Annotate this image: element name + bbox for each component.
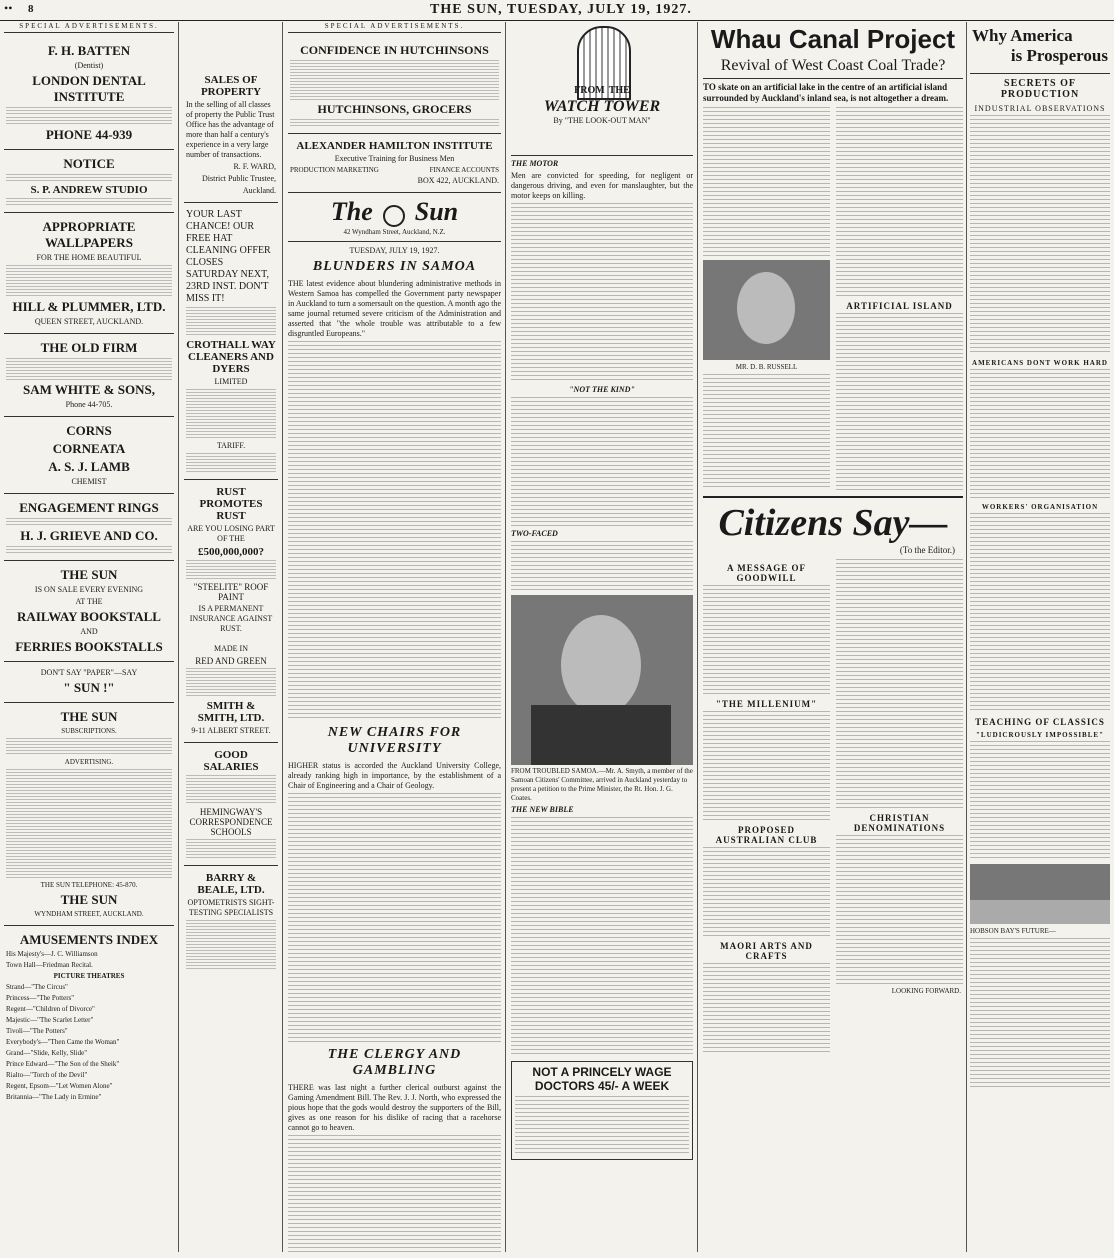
amusement-item: Regent—"Children of Divorce" — [6, 1005, 95, 1013]
text-block — [288, 1135, 501, 1254]
subhead: PROPOSED AUSTRALIAN CLUB — [715, 825, 818, 845]
editorial-lead: THE latest evidence about blundering administrative methods in Western Samoa has compelled the Government party newspaper in Auckland to turn a somersault on the question. A month ago the same journal returned severe criticism of the Administration and asserted that "the whole trouble was attributable to a few disgruntled Europeans." — [288, 279, 501, 339]
ad-title: THE SUN — [60, 892, 118, 907]
amusement-item: Princess—"The Potters" — [6, 994, 75, 1002]
photo-caption: FROM TROUBLED SAMOA.—Mr. A. Smyth, a member of the Samoan Citizens' Committee, arrived in Auckland yesterday to present a petition to the Prime Minister, the Rt. Hon. J. G. Coates. — [511, 767, 693, 802]
text-block — [511, 817, 693, 1057]
feature-left — [703, 107, 830, 493]
text-block — [515, 1096, 689, 1156]
amusement-item: Prince Edward—"The Son of the Sheik" — [6, 1060, 120, 1068]
ad-title: HUTCHINSONS, GROCERS — [317, 102, 472, 116]
amusement-item: Majestic—"The Scarlet Letter" — [6, 1016, 94, 1024]
text-block — [6, 117, 172, 125]
photo-caption: MR. D. B. RUSSELL — [735, 363, 798, 371]
ad-text: In the selling of all classes of property the Public Trust Office has the advantage of more than half a century's experience in a very large number of transactions. — [186, 100, 275, 159]
ad-title: THE SUN — [60, 709, 118, 724]
subhead: THE MOTOR — [511, 159, 559, 168]
letter-signature: LOOKING FORWARD. — [891, 987, 961, 995]
subhead: "NOT THE KIND" — [569, 385, 635, 394]
column-rule — [505, 22, 506, 1252]
subhead: TEACHING OF CLASSICS — [975, 717, 1105, 727]
text-block — [6, 107, 172, 115]
ad-text: HEMINGWAY'S CORRESPONDENCE SCHOOLS — [189, 807, 273, 837]
amusements-list — [6, 950, 172, 1102]
text-block — [836, 559, 963, 809]
ad-title: THE OLD FIRM — [40, 340, 138, 355]
ad-text: PRODUCTION MARKETING — [290, 166, 379, 174]
divider — [511, 155, 693, 156]
ad-text: Executive Training for Business Men — [334, 154, 455, 163]
subhead: INDUSTRIAL OBSERVATIONS — [974, 104, 1106, 113]
subscriptions-block — [4, 703, 174, 926]
ad-text: SUBSCRIPTIONS. — [61, 727, 117, 735]
text-block — [186, 560, 276, 580]
portrait-suit — [531, 705, 671, 765]
column-rule — [282, 22, 283, 1252]
ad-title: BARRY & BEALE, LTD. — [197, 872, 265, 896]
column-rule — [697, 22, 698, 1252]
divider — [703, 496, 963, 498]
ad-title: A. S. J. LAMB — [48, 459, 130, 474]
ad-text: WYNDHAM STREET, AUCKLAND. — [34, 910, 144, 918]
column-classifieds — [4, 22, 174, 1254]
box-princely — [511, 1061, 693, 1160]
editorial-lead: HIGHER status is accorded the Auckland University College, already ranking high in importance, by the establishment of a Chair of Engineering and a Chair of Geology. — [288, 761, 501, 791]
ad-text: MADE IN — [214, 644, 248, 653]
nameplate-the: The — [330, 197, 373, 226]
ad-text: FOR THE HOME BEAUTIFUL — [36, 253, 142, 262]
feature-title: Whau Canal Project — [710, 24, 956, 54]
sun-nameplate — [288, 193, 501, 242]
text-block — [288, 341, 501, 721]
feature-whau — [703, 24, 963, 493]
watchtower-header — [511, 22, 693, 152]
photo-caption: HOBSON BAY'S FUTURE— — [970, 927, 1056, 935]
letters — [703, 559, 963, 1053]
ad-title: SMITH & SMITH, LTD. — [197, 700, 265, 724]
subhead: WORKERS' ORGANISATION — [981, 503, 1099, 511]
column-motor — [511, 159, 693, 591]
feature-body — [703, 107, 963, 493]
subhead: THE NEW BIBLE — [511, 805, 574, 814]
ad-title: H. J. GRIEVE AND CO. — [20, 528, 158, 543]
ad-title: SALES OF PROPERTY — [200, 74, 262, 98]
ad-wallpapers — [4, 213, 174, 334]
subhead: CHRISTIAN DENOMINATIONS — [853, 813, 946, 833]
citizens-say — [703, 501, 963, 1053]
editorial-university — [288, 725, 501, 1043]
ad-text: AT THE — [75, 597, 103, 606]
subhead: AMERICANS DONT WORK HARD — [972, 359, 1108, 367]
subhead: "LUDICROUSLY IMPOSSIBLE" — [976, 731, 1104, 739]
text-block — [186, 307, 276, 337]
column-features — [703, 22, 963, 1254]
amusement-item: PICTURE THEATRES — [53, 972, 125, 980]
ad-title: S. P. ANDREW STUDIO — [30, 184, 148, 196]
text-block — [703, 374, 830, 489]
citizens-title: Citizens Say— — [718, 502, 948, 544]
ad-text: Phone 44-705. — [65, 400, 113, 409]
masthead-dots: •• — [4, 1, 13, 15]
watchtower-title — [511, 80, 693, 125]
ad-title: APPROPRIATE WALLPAPERS — [42, 219, 136, 250]
text-block — [970, 513, 1110, 713]
editorial-heading: THE CLERGY AND GAMBLING — [327, 1047, 462, 1079]
text-block — [186, 839, 276, 859]
ad-text: 9-11 ALBERT STREET. — [191, 726, 271, 735]
text-block — [703, 585, 830, 695]
text-block — [288, 793, 501, 1043]
text-block — [836, 835, 963, 985]
subhead: "THE MILLENIUM" — [715, 699, 818, 709]
ad-text: R. F. WARD, — [233, 162, 276, 171]
america-title — [970, 22, 1110, 70]
editorial-clergy — [288, 1047, 501, 1254]
tower-word: WATCH TOWER — [543, 98, 661, 115]
ad-title: ALEXANDER HAMILTON INSTITUTE — [296, 140, 493, 152]
ad-title: FERRIES BOOKSTALLS — [15, 639, 163, 654]
ad-title: £500,000,000? — [198, 546, 264, 558]
column-bible — [511, 805, 693, 1057]
ad-title: RAILWAY BOOKSTALL — [17, 609, 161, 624]
ad-title: CONFIDENCE IN HUTCHINSONS — [300, 43, 489, 57]
column-lead: Men are convicted for speeding, for negligent or dangerous driving, and even for manslaughter, but the motor keeps on killing. — [511, 171, 693, 200]
tower-word: FROM — [574, 85, 605, 96]
masthead — [0, 0, 1114, 21]
ad-title: RUST PROMOTES RUST — [199, 486, 263, 522]
text-block — [290, 119, 499, 127]
divider — [703, 78, 963, 79]
text-block — [186, 453, 276, 473]
harbour-photo — [970, 864, 1110, 924]
ad-title: ENGAGEMENT RINGS — [19, 500, 159, 515]
amusement-item: Grand—"Slide, Kelly, Slide" — [6, 1049, 88, 1057]
text-block — [511, 397, 693, 527]
ad-title: SAM WHITE & SONS, — [23, 382, 155, 397]
text-block — [6, 358, 172, 380]
box-title: DOCTORS 45/- A WEEK — [534, 1079, 670, 1093]
column-ads — [184, 22, 278, 1254]
ad-text: DON'T SAY "PAPER"—SAY — [40, 668, 138, 677]
section-header: SPECIAL ADVERTISEMENTS. — [4, 22, 174, 33]
nameplate-sun: Sun — [414, 197, 459, 226]
portrait-face — [737, 272, 795, 344]
box-title: NOT A PRINCELY WAGE — [532, 1065, 672, 1079]
ad-text: RED AND GREEN — [195, 656, 267, 666]
text-block — [186, 389, 276, 439]
ad-text: IS ON SALE EVERY EVENING — [34, 585, 144, 594]
text-block — [186, 668, 276, 698]
ad-corns — [4, 417, 174, 494]
column-america — [970, 22, 1110, 1254]
divider — [970, 73, 1110, 74]
ad-text: District Public Trustee, — [201, 174, 276, 183]
ad-title: HILL & PLUMMER, LTD. — [12, 299, 166, 314]
section-header: SPECIAL ADVERTISEMENTS. — [288, 22, 501, 33]
amusement-item: His Majesty's—J. C. Williamson — [6, 950, 98, 958]
ad-andrew — [4, 150, 174, 213]
ad-title: NOTICE — [63, 156, 115, 171]
ad-text: TARIFF. — [216, 441, 246, 450]
feature-right — [836, 107, 963, 493]
text-block — [703, 107, 830, 257]
text-block — [6, 174, 172, 182]
text-block — [6, 546, 172, 554]
paper-title: THE SUN, TUESDAY, JULY 19, 1927. — [430, 2, 692, 17]
text-block — [6, 769, 172, 879]
ad-title: CORNS — [66, 423, 112, 438]
ad-text: Auckland. — [242, 186, 276, 195]
portrait-photo — [511, 595, 693, 765]
sun-emblem-icon — [383, 205, 405, 227]
text-block — [970, 115, 1110, 355]
ad-rings — [4, 494, 174, 561]
ad-salaries — [184, 743, 278, 866]
text-block — [6, 198, 172, 206]
column-editorial — [288, 22, 501, 1254]
ad-title: CORNEATA — [52, 441, 126, 456]
text-block — [511, 541, 693, 591]
ad-text: ARE YOU LOSING PART OF THE — [187, 524, 275, 543]
editorial-heading: BLUNDERS IN SAMOA — [312, 259, 477, 275]
feature-lead: TO skate on an artificial lake in the centre of an artificial island surrounded by Auckland's inland sea, is not altogether a dream. — [703, 82, 949, 103]
text-block — [703, 711, 830, 821]
ad-row — [290, 166, 499, 174]
ad-title: " SUN !" — [63, 680, 115, 695]
subhead: MAORI ARTS AND CRAFTS — [720, 941, 813, 961]
feature-title: Why America — [972, 26, 1073, 45]
citizens-sub: (To the Editor.) — [899, 545, 955, 555]
ad-text: THE SUN TELEPHONE: 45-870. — [40, 881, 138, 889]
text-block — [290, 60, 499, 100]
portrait-face — [561, 615, 641, 715]
text-block — [836, 107, 963, 297]
ad-text: "STEELITE" ROOF PAINT — [193, 582, 269, 602]
ad-title: GOOD SALARIES — [203, 749, 259, 773]
column-rule — [178, 22, 179, 1252]
subhead: ARTIFICIAL ISLAND — [846, 301, 953, 311]
ad-alexander — [288, 134, 501, 193]
ad-dontsay — [4, 662, 174, 703]
feature-title: is Prosperous — [1010, 46, 1108, 65]
harbour-water — [970, 900, 1110, 924]
tower-byline: By "THE LOOK-OUT MAN" — [553, 116, 651, 125]
ad-oldfirm — [4, 334, 174, 417]
ad-text: IS A PERMANENT INSURANCE AGAINST RUST. — [189, 604, 273, 633]
ad-text: QUEEN STREET, AUCKLAND. — [34, 317, 144, 326]
ad-title: F. H. BATTEN — [47, 43, 131, 58]
ad-batten — [4, 37, 174, 150]
ad-title: AMUSEMENTS INDEX — [19, 932, 159, 947]
text-block — [703, 847, 830, 937]
nameplate-address: 42 Wyndham Street, Auckland, N.Z. — [343, 228, 446, 237]
letters-left — [703, 559, 830, 1053]
feature-subtitle: Revival of West Coast Coal Trade? — [720, 57, 946, 74]
ad-text: OPTOMETRISTS SIGHT-TESTING SPECIALISTS — [187, 898, 275, 917]
subhead: TWO-FACED — [511, 529, 558, 538]
text-block — [703, 963, 830, 1053]
amusement-item: Town Hall—Friedman Recital. — [6, 961, 93, 969]
letters-right — [836, 559, 963, 1053]
ad-hutchinsons — [288, 37, 501, 134]
text-block — [970, 741, 1110, 861]
amusements-index — [4, 926, 174, 1108]
text-block — [970, 369, 1110, 499]
editorial-samoa — [288, 259, 501, 721]
text-block — [186, 775, 276, 805]
amusement-item: Tivoli—"The Potters" — [6, 1027, 68, 1035]
amusement-item: Rialto—"Torch of the Devil" — [6, 1071, 88, 1079]
subhead: A MESSAGE OF GOODWILL — [726, 563, 806, 583]
editorial-heading: NEW CHAIRS FOR UNIVERSITY — [327, 725, 462, 757]
ad-text: FINANCE ACCOUNTS — [429, 166, 499, 174]
column-watchtower — [511, 22, 693, 1254]
russell-photo — [703, 260, 830, 360]
ad-title: THE SUN — [60, 567, 118, 582]
text-block — [511, 203, 693, 383]
ad-text: LIMITED — [214, 377, 248, 386]
text-block — [6, 518, 172, 526]
ad-title: LONDON DENTAL INSTITUTE — [32, 73, 146, 104]
ad-property — [184, 22, 278, 203]
ad-barry — [184, 866, 278, 976]
amusement-item: Everybody's—"Then Came the Woman" — [6, 1038, 120, 1046]
ad-crothall — [184, 203, 278, 480]
text-block — [970, 938, 1110, 1088]
column-rule — [966, 22, 967, 1252]
tower-word: THE — [608, 85, 630, 96]
ad-text: CHEMIST — [71, 477, 107, 486]
page-number: 8 — [28, 3, 34, 15]
amusement-item: Strand—"The Circus" — [6, 983, 68, 991]
amusement-item: Regent, Epsom—"Let Women Alone" — [6, 1082, 113, 1090]
text-block — [836, 313, 963, 493]
text-block — [6, 738, 172, 756]
text-block — [6, 265, 172, 297]
ad-title: CROTHALL WAY CLEANERS AND DYERS — [186, 339, 276, 375]
editorial-lead: THERE was last night a further clerical outburst against the Gaming Amendment Bill. The Rev. J. J. North, who expressed the pious hope that the gods would destroy the supporters of the Bill, gives as one reason for his dislike of racing that a racehorse cannot go to heaven. — [288, 1083, 501, 1133]
subhead: SECRETS OF PRODUCTION — [1000, 78, 1080, 100]
ad-text: AND — [80, 627, 98, 636]
ad-sun-sale — [4, 561, 174, 662]
amusement-item: Britannia—"The Lady in Ermine" — [6, 1093, 102, 1101]
editorial-date: TUESDAY, JULY 19, 1927. — [349, 246, 440, 256]
ad-text: ADVERTISING. — [64, 758, 114, 766]
ad-phone: PHONE 44-939 — [45, 127, 133, 142]
ad-rust — [184, 480, 278, 743]
ad-text: (Dentist) — [74, 61, 104, 70]
ad-text: BOX 422, AUCKLAND. — [417, 176, 499, 185]
ad-text: YOUR LAST CHANCE! OUR FREE HAT CLEANING OFFER CLOSES SATURDAY NEXT, 23RD INST. DON'T MISS IT! — [186, 209, 271, 304]
text-block — [186, 920, 276, 970]
